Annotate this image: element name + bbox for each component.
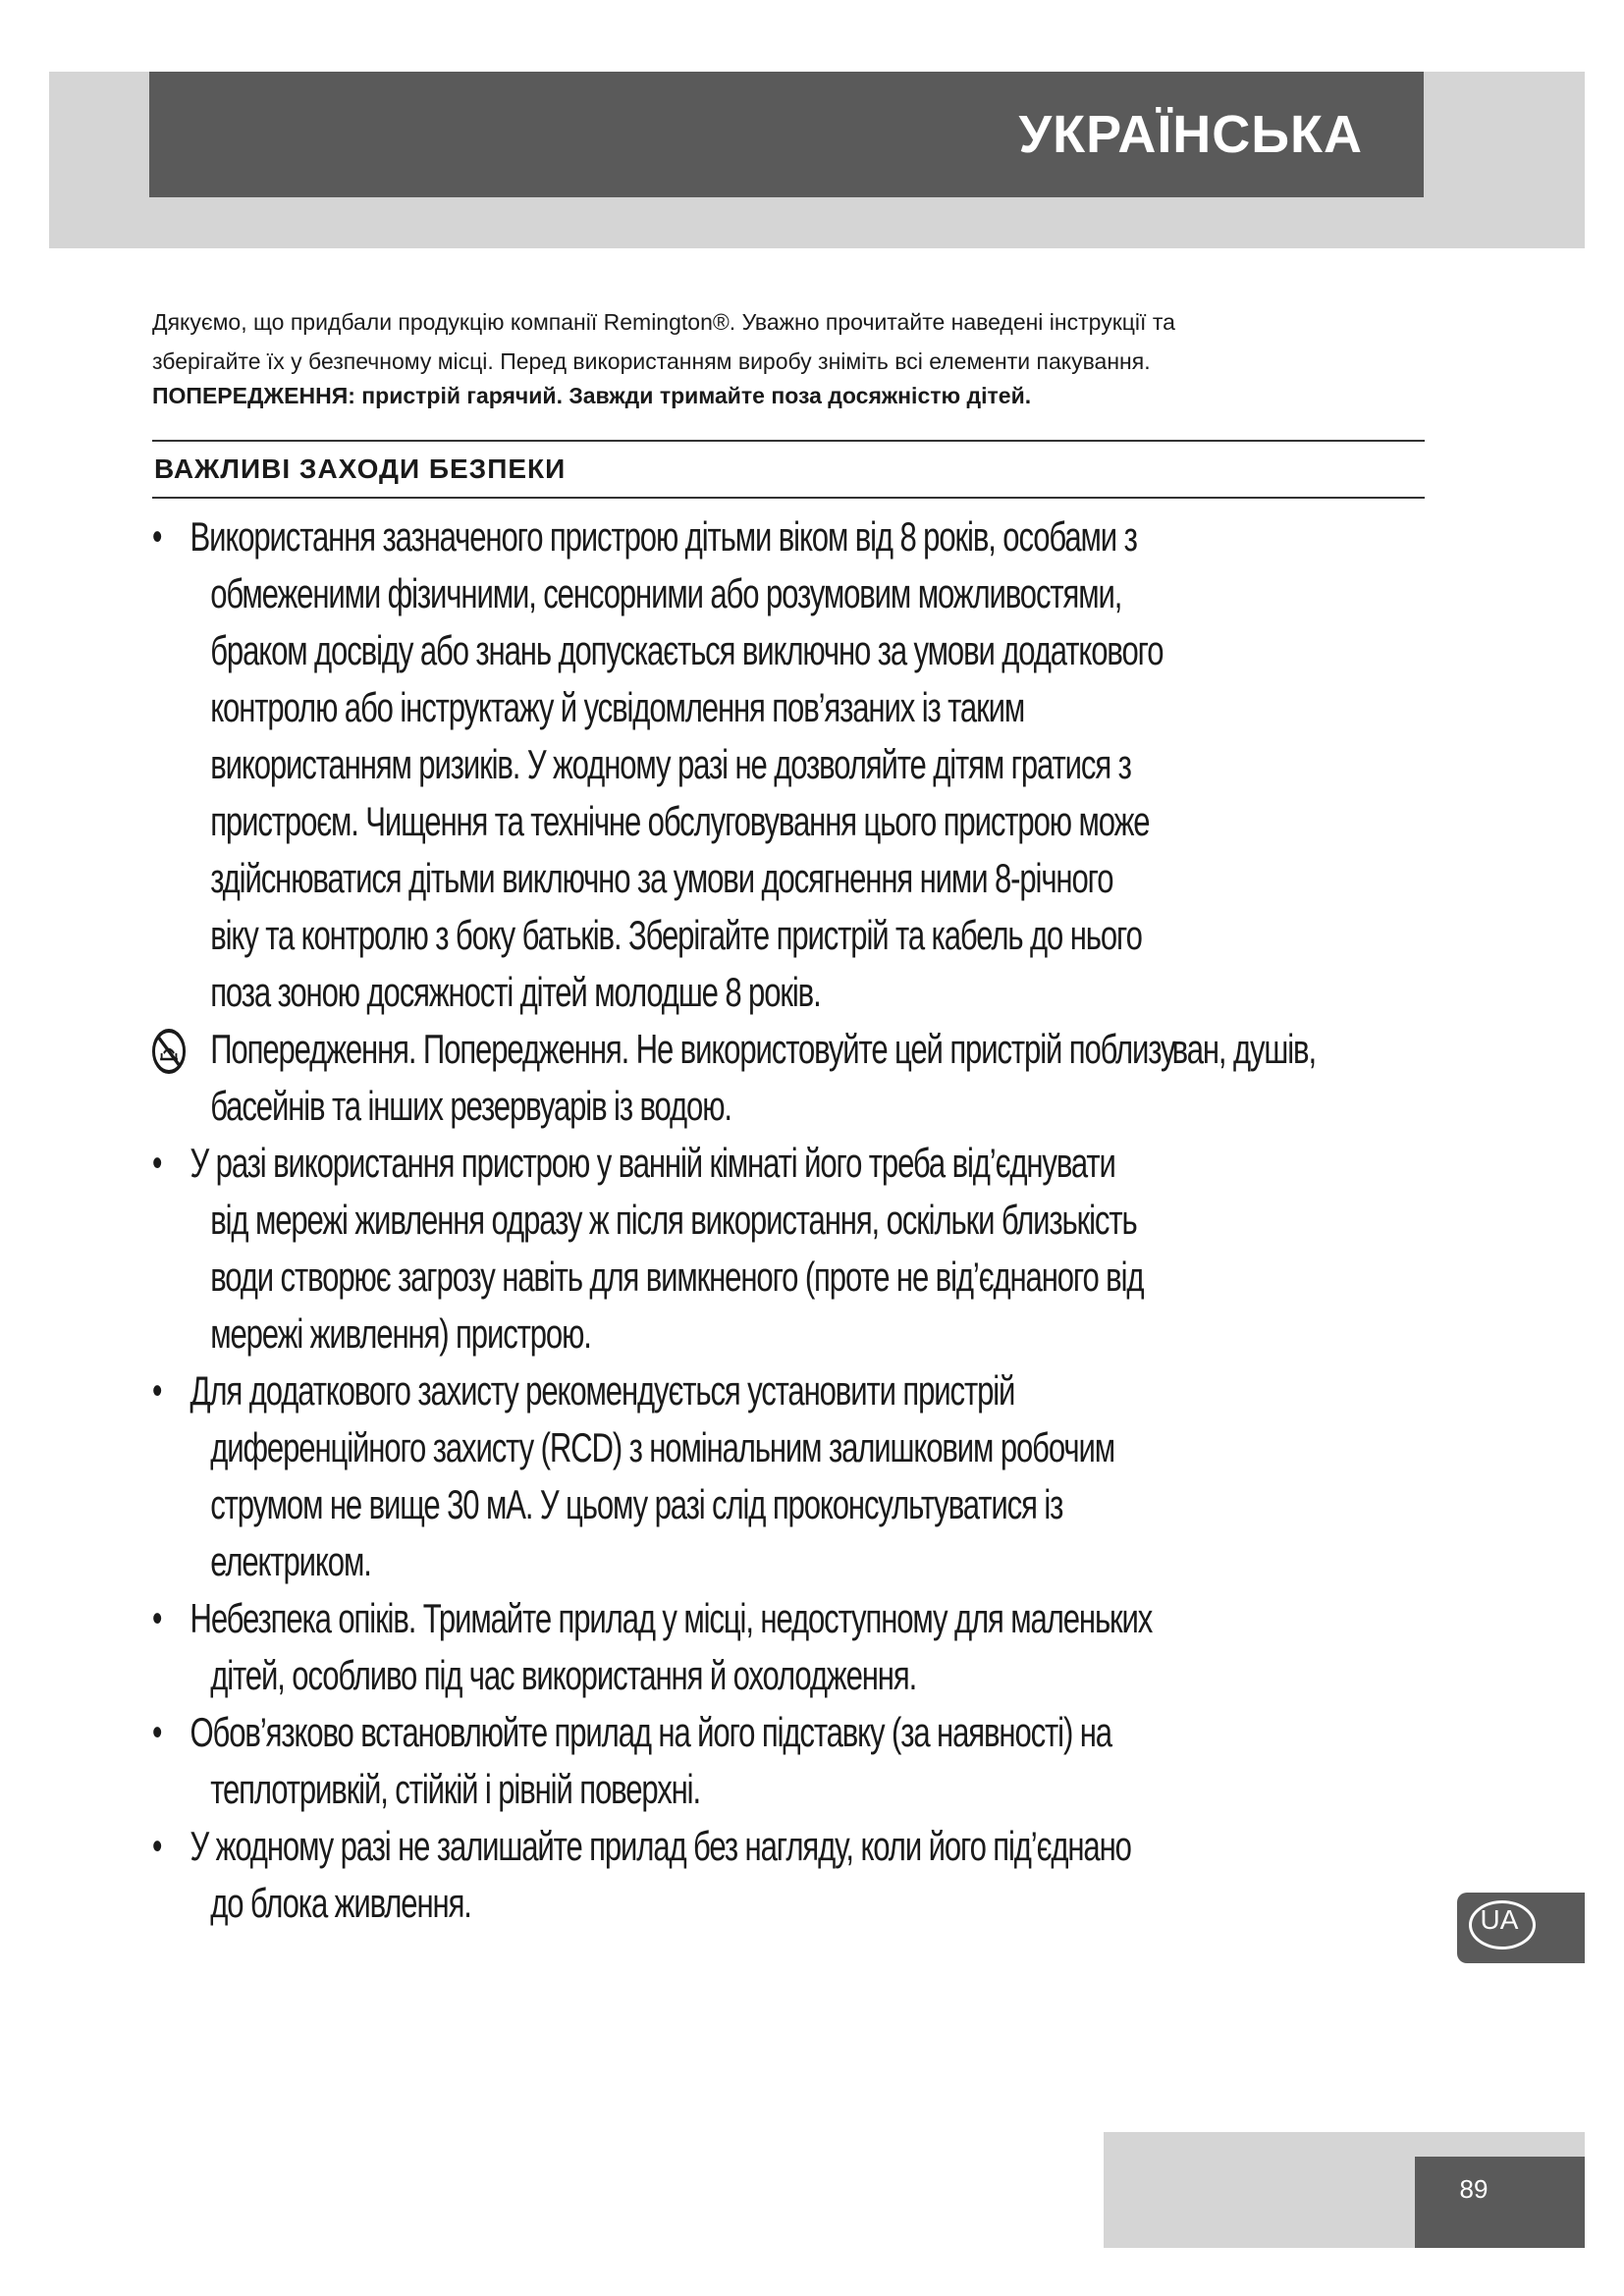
language-title: УКРАЇНСЬКА [1018,105,1363,164]
intro-line-1: Дякуємо, що придбали продукцію компанії Remington®. Уважно прочитайте наведені інструкції та [152,309,1175,335]
list-item-line: ван, душів, басейнів та інших резервуарів із водою. [210,1026,1316,1129]
list-item [152,508,1431,1021]
intro-text [152,302,1429,410]
bullet: • [152,515,162,559]
page-number: 89 [1459,2174,1489,2204]
language-tab-label: UA [1480,1904,1519,1935]
language-tab-ua[interactable] [1457,1893,1585,1963]
list-item-line: Для додаткового захисту рекомендується установити пристрій [189,1367,1015,1414]
list-item-line: Попередження. Попередження. Не використовуйте цей пристрій поблизу [210,1026,1175,1072]
list-item-line: води створює загрозу навіть для вимкненого (проте не від’єднаного від [210,1254,1144,1300]
page-number-box [1415,2157,1585,2248]
list-item-line: від мережі живлення одразу ж після використання, оскільки близькість [210,1197,1137,1243]
list-item-line: У разі використання пристрою у ванній кімнаті його треба від’єднувати [189,1140,1115,1186]
list-item-line: браком досвіду або знань допускається виключно за умови додаткового [210,627,1164,673]
list-item-water-warning [152,1021,1431,1135]
list-item [152,1590,1431,1704]
list-item-line: використанням ризиків. У жодному разі не дозволяйте дітям гратися з [210,741,1131,787]
list-item-line: теплотривкій, стійкій і рівній поверхні. [210,1766,701,1812]
header-title-bar [149,72,1424,197]
list-item-line: Використання зазначеного пристрою дітьми віком від 8 років, особами з [189,513,1137,560]
list-item-line: контролю або інструктажу й усвідомлення пов’язаних із таким [210,684,1025,730]
intro-line-2: зберігайте їх у безпечному місці. Перед використанням виробу зніміть всі елементи пакування. [152,348,1151,374]
hot-device-warning: ПОПЕРЕДЖЕННЯ: пристрій гарячий. Завжди тримайте поза досяжністю дітей. [152,383,1032,408]
list-item-line: Небезпека опіків. Тримайте прилад у місці, недоступному для маленьких [189,1595,1153,1641]
no-water-icon [151,1027,188,1076]
list-item [152,1818,1431,1932]
list-item-line: Обов’язково встановлюйте прилад на його підставку (за наявності) на [189,1709,1111,1755]
list-item-line: У жодному разі не залишайте прилад без нагляду, коли його під’єднано [189,1823,1131,1869]
list-item [152,1362,1431,1590]
bullet: • [152,1369,162,1413]
list-item-line: до блока живлення. [210,1880,471,1926]
section-header [152,440,1425,499]
list-item-line: віку та контролю з боку батьків. Зберігайте пристрій та кабель до нього [210,912,1142,958]
list-item-line: мережі живлення) пристрою. [210,1310,591,1357]
list-item-line: дітей, особливо під час використання й охолодження. [210,1652,917,1698]
list-item-line: електриком. [210,1538,371,1584]
list-item-line: струмом не вище 30 мА. У цьому разі слід проконсультуватися із [210,1481,1063,1527]
bullet: • [152,1142,162,1185]
bullet: • [152,1711,162,1754]
list-item-line: здійснюватися дітьми виключно за умови досягнення ними 8-річного [210,855,1113,901]
bullet: • [152,1597,162,1640]
section-title: ВАЖЛИВІ ЗАХОДИ БЕЗПЕКИ [154,454,567,484]
list-item-line: обмеженими фізичними, сенсорними або розумовим можливостями, [210,570,1122,616]
list-item [152,1704,1431,1818]
bullet: • [152,1825,162,1868]
list-item-line: поза зоною досяжності дітей молодше 8 років. [210,969,821,1015]
safety-list [152,508,1431,1932]
list-item [152,1135,1431,1362]
list-item-line: пристроєм. Чищення та технічне обслуговування цього пристрою може [210,798,1150,844]
list-item-line: диференційного захисту (RCD) з номінальним залишковим робочим [210,1424,1114,1470]
